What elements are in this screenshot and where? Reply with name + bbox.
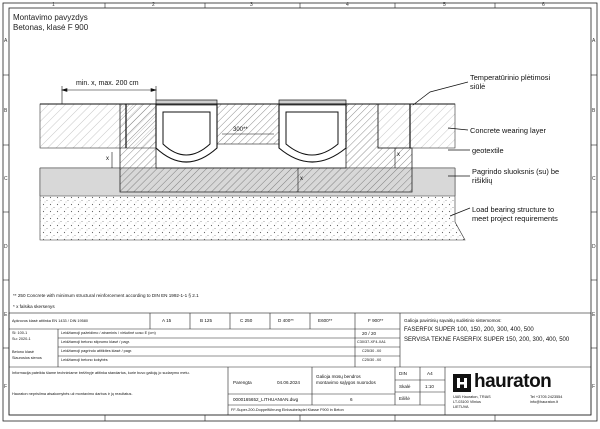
load-class-row-label: Apkrovos klasė atitinka EN 1433 / DIN 19580 [12,319,88,323]
grid-col-6: 6 [542,2,545,8]
label-base-layer-2: rišiklių [472,176,493,185]
scale-label: Skalė [399,384,411,389]
load-class-f900: F 900** [368,318,384,323]
product-title-line2: FASERFIX SUPER 100, 150, 200, 300, 400, 500 [404,327,534,333]
grid-col-3: 3 [250,2,253,8]
grid-row-c: C [4,176,8,182]
company-line3: LIETUVA [453,405,469,409]
drawing-number: 0000165652_LITHUANIAN.dwg [233,397,299,402]
spec-row-3-value: C25/30 -X0 [362,349,382,353]
dimension-x-bottom: x [300,176,303,182]
label-load-bearing-2: meet project requirements [472,214,558,223]
grid-col-4: 4 [346,2,349,8]
hauraton-logo-mark [453,374,471,392]
load-class-a15: A 15 [162,318,172,323]
product-title-line3: SERVISA TEKNE FASERFIX SUPER 150, 200, 300, 400, 500 [404,337,570,343]
spec-row-2-label: Leidžiamoji betono stiprumo klasė / pagr. [61,340,130,344]
wearing-layer-right [378,104,455,148]
validity-line1: Galioja mūsų bendros [316,374,361,379]
dimension-x-left: x [106,156,109,162]
drawing-title-line1: Montavimo pavyzdys [13,13,88,22]
grid-row-f-right: F [592,384,596,390]
drawing-title-line2: Betonas, klasė F 900 [13,23,89,32]
load-class-c250: C 250 [240,318,253,323]
sheet-label: Eilišė [399,396,410,401]
grid-row-d-right: D [592,244,596,250]
dimension-x-right: x [397,152,400,158]
din-label: DIN [399,371,407,376]
product-title-line1: Galioja pavirtinių sąvaitių sudėtinio sistemomos: [404,318,502,323]
grid-row-b: B [4,108,8,114]
concrete-middle [217,104,279,144]
grid-row-b-right: B [592,108,596,114]
footnote-1: ** 250 Concrete with minimum structural reinforcement according to DIN EN 1992-1-1 § 2.1 [13,293,199,298]
grid-row-a: A [4,38,8,44]
spec-row-4-label: Leidžiamoji betono kokybės [61,358,108,362]
label-wearing-layer: Concrete wearing layer [470,126,546,135]
grid-row-f: F [4,384,8,390]
scale-value: 1:10 [425,384,434,389]
din-value: A4 [427,371,433,376]
load-class-b125: B 125 [200,318,213,323]
disclaimer-1: Informacija pateikta šiame techniniame brėžinyje atitinka standartus, kurie buvo galioję jo sudarymo metu. [12,371,190,375]
label-geotextile: geotextile [472,146,504,155]
left-label-3: Betono klasė [12,350,34,354]
contact-phone: Tel +3705 2423554 [530,395,563,399]
grid-row-a-right: A [592,38,596,44]
grid-row-e: E [4,312,8,318]
prepared-label: Parengta [233,380,252,385]
validity-line2: montavimo sąlygos nuorodos [316,380,376,385]
dimension-min-max: min. x, max. 200 cm [76,80,139,87]
left-label-1: Sl: 100-1 [12,331,28,335]
spec-row-1-label: Leidžiamoji pažeidimo / atraminis / viršutinė uoso E (cm) [61,331,156,335]
left-label-2: Su: 2020-1 [12,337,31,341]
load-class-e600: E600** [318,318,333,323]
hauraton-logo: hauraton [474,371,552,392]
left-label-4: Siaurosios sienos [12,356,42,360]
prepared-date: 04.06.2024 [277,380,300,385]
company-line2: LT-03100 Vilnius [453,400,481,404]
revision-number: 6 [350,397,353,402]
disclaimer-2: Hauraton neprisiima atsakomybės už montavimo darbus ir jų rezultatus. [12,392,133,396]
label-expansion-joint-2: siūlė [470,82,486,91]
label-load-bearing-1: Load bearing structure to [472,205,555,214]
load-class-d400: D 400** [278,318,294,323]
spec-row-2-value: C30/37-XF4-XA1 [357,340,386,344]
grid-col-2: 2 [152,2,155,8]
contact-email: info@hauraton.lt [530,400,558,404]
spec-row-3-label: Leidžiamoji pagrindo atitikties klasė / pagr. [61,349,133,353]
footer-caption: FF-Super-200-Doppelführung Einbaubeispiel Klasse F900 in Beton [231,408,344,412]
footnote-2: * x falsika skersenys [13,304,55,309]
grid-row-e-right: E [592,312,596,318]
spec-row-4-value: C25/30 -X0 [362,358,382,362]
grid-col-5: 5 [443,2,446,8]
label-expansion-joint-1: Temperatūrinio plėtimosi [470,73,551,82]
spec-row-1-value: 20 / 20 [362,331,377,336]
dimension-300: 300** [233,127,248,133]
grid-row-c-right: C [592,176,596,182]
label-base-layer-1: Pagrindo sluoksnis (su) be [472,167,560,176]
grid-col-1: 1 [52,2,55,8]
grid-row-d: D [4,244,8,250]
company-line1: UAB Hauraton, TRIAS [453,395,491,399]
